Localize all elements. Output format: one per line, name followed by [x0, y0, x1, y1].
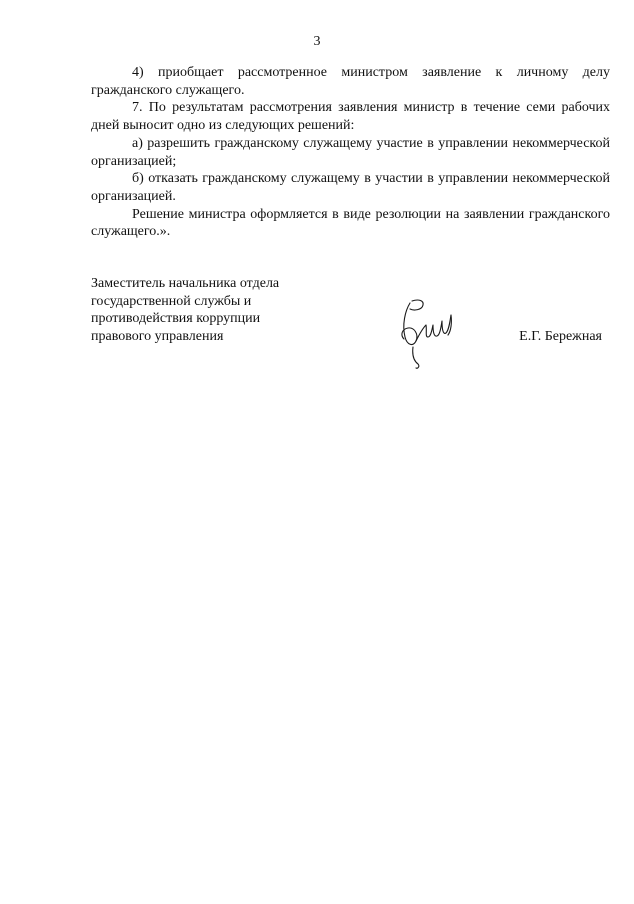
signer-position-line: противодействия коррупции [91, 311, 261, 327]
paragraph-resolution: Решение министра оформляется в виде резолюции на заявлении гражданского служащего.». [91, 206, 610, 240]
paragraph-option-a: а) разрешить гражданскому служащему участие в управлении некоммерческой организацией; [91, 135, 610, 169]
signer-name: Е.Г. Бережная [519, 329, 602, 344]
signer-position [91, 275, 279, 346]
handwritten-signature-icon [396, 297, 458, 369]
paragraph-clause-7: 7. По результатам рассмотрения заявления министр в течение семи рабочих дней выносит одно из следующих решений: [91, 100, 610, 134]
paragraph-item-4: 4) приобщает рассмотренное министром заявление к личному делу гражданского служащего. [91, 65, 610, 98]
signer-position-line: государственной службы и [91, 293, 252, 309]
signer-position-line: Заместитель начальника отдела [91, 276, 280, 291]
signature-block [91, 275, 610, 375]
page-number: 3 [313, 34, 321, 49]
signer-position-line: правового управления [91, 329, 224, 345]
document-body [91, 64, 610, 241]
paragraph-option-b: б) отказать гражданскому служащему в участии в управлении некоммерческой организацией. [91, 171, 610, 204]
